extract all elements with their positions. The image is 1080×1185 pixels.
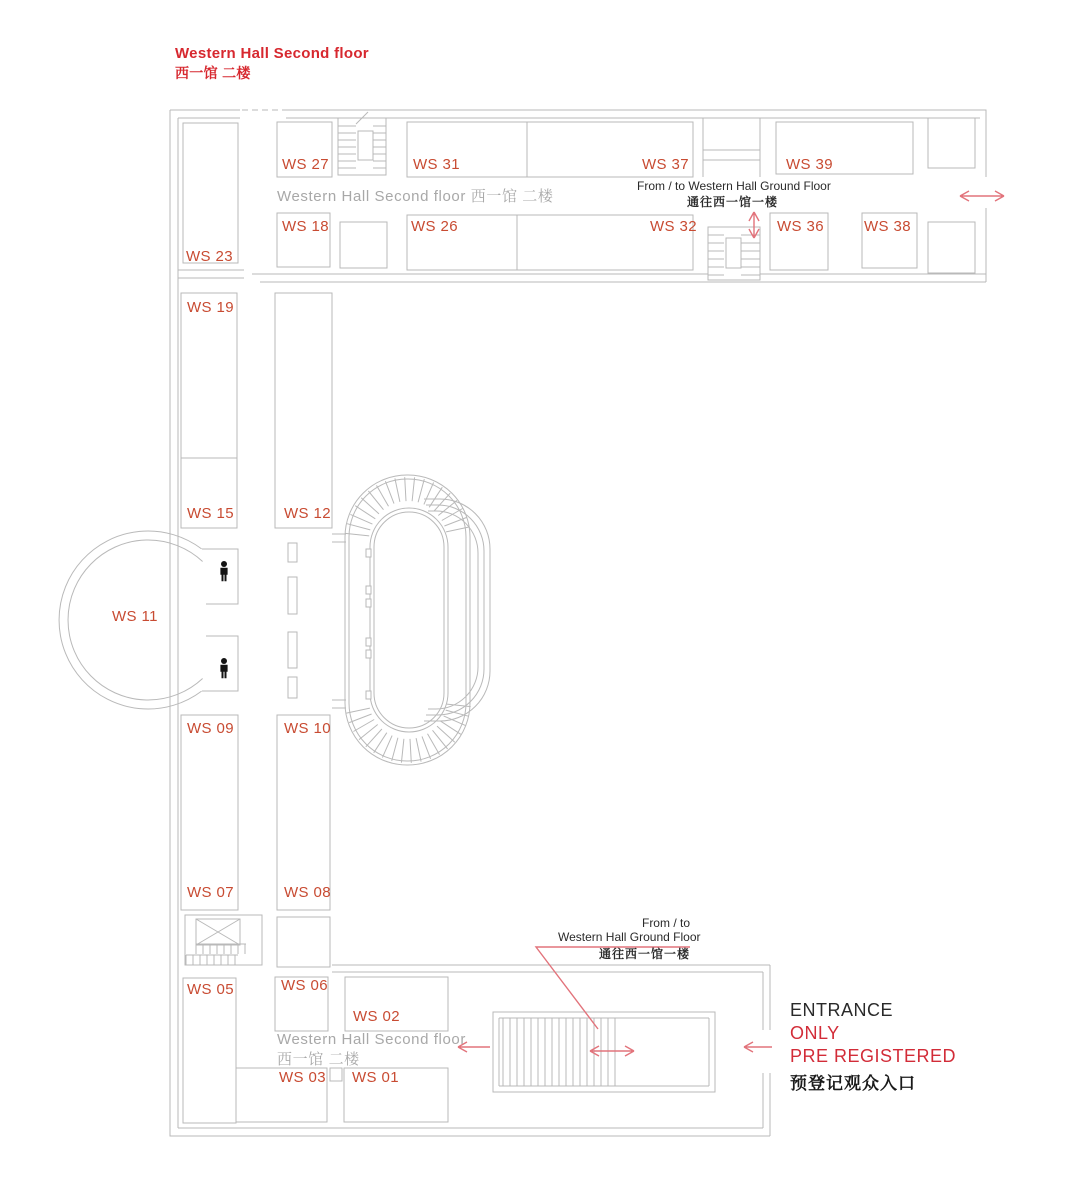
entrance-label-2: ONLY xyxy=(790,1023,840,1043)
room-ws19-ws15 xyxy=(181,293,237,528)
room-label-ws15: WS 15 xyxy=(187,505,235,522)
room-label-ws07: WS 07 xyxy=(187,884,235,901)
entrance-label-4: 预登记观众入口 xyxy=(790,1074,916,1093)
stairs-icon-bottom xyxy=(493,1012,715,1092)
room-label-ws06: WS 06 xyxy=(281,977,329,994)
stairs-icon-top-left xyxy=(338,112,386,175)
male-figure-icon xyxy=(220,561,227,581)
bridge-connector xyxy=(703,118,760,177)
corridor-label-bottom-en: Western Hall Second floor xyxy=(277,1031,466,1048)
corridor-stubs xyxy=(288,534,346,708)
room-label-ws36: WS 36 xyxy=(777,218,825,235)
corridor-label-top: Western Hall Second floor 西一馆 二楼 xyxy=(277,188,554,205)
room-label-ws09: WS 09 xyxy=(187,720,235,737)
stair-note-bottom-zh: 通往西一馆一楼 xyxy=(598,947,690,961)
room-label-ws05: WS 05 xyxy=(187,981,235,998)
arrow-left-right-top xyxy=(960,191,1004,201)
room-label-ws37: WS 37 xyxy=(642,156,690,173)
wall-stub xyxy=(330,1068,342,1081)
room-label-ws12: WS 12 xyxy=(284,505,332,522)
red-direction-arrows xyxy=(458,191,1004,1056)
room-label-ws03: WS 03 xyxy=(279,1069,327,1086)
grand-oval-staircase xyxy=(345,475,490,765)
entrance-label-1: ENTRANCE xyxy=(790,1000,894,1020)
page-title-en: Western Hall Second floor xyxy=(175,45,369,62)
left-wing-rooms xyxy=(181,123,448,1123)
page-title-zh: 西一馆 二楼 xyxy=(175,65,251,81)
male-figure-icon xyxy=(220,658,227,678)
room-label-ws23: WS 23 xyxy=(186,248,234,265)
room-label-ws27: WS 27 xyxy=(282,156,330,173)
room-label-ws38: WS 38 xyxy=(864,218,912,235)
room-label-ws18: WS 18 xyxy=(282,218,330,235)
room-ws09-ws07 xyxy=(181,715,238,910)
room-label-ws39: WS 39 xyxy=(786,156,834,173)
elevator-x-icon xyxy=(185,915,262,965)
stair-note-bottom-en1: From / to xyxy=(641,916,690,930)
room-ws05 xyxy=(183,978,236,1123)
room-label-ws10: WS 10 xyxy=(284,720,332,737)
room-label-ws31: WS 31 xyxy=(413,156,461,173)
stair-note-bottom-en2: Western Hall Ground Floor xyxy=(558,930,701,944)
room-label-ws01: WS 01 xyxy=(352,1069,400,1086)
entrance-label-3: PRE REGISTERED xyxy=(790,1046,957,1066)
arrow-entrance xyxy=(744,1042,772,1052)
room-ws23 xyxy=(183,123,238,263)
room-ws10-ws08 xyxy=(277,715,330,910)
room-label-ws32: WS 32 xyxy=(650,218,698,235)
room-label-ws08: WS 08 xyxy=(284,884,332,901)
room-label-ws19: WS 19 xyxy=(187,299,235,316)
stair-note-top-en: From / to Western Hall Ground Floor xyxy=(637,179,831,193)
stair-note-top-zh: 通往西一馆一楼 xyxy=(687,195,779,209)
room-unlabeled-3 xyxy=(928,222,975,273)
room-unlabeled-2 xyxy=(340,222,387,268)
room-unlabeled-1 xyxy=(928,118,975,168)
room-ws12 xyxy=(275,293,332,528)
room-label-ws02: WS 02 xyxy=(353,1008,401,1025)
room-unlabeled-4 xyxy=(277,917,330,967)
room-label-ws26: WS 26 xyxy=(411,218,459,235)
room-label-ws11: WS 11 xyxy=(112,608,158,625)
corridor-label-bottom-zh: 西一馆 二楼 xyxy=(277,1051,360,1068)
